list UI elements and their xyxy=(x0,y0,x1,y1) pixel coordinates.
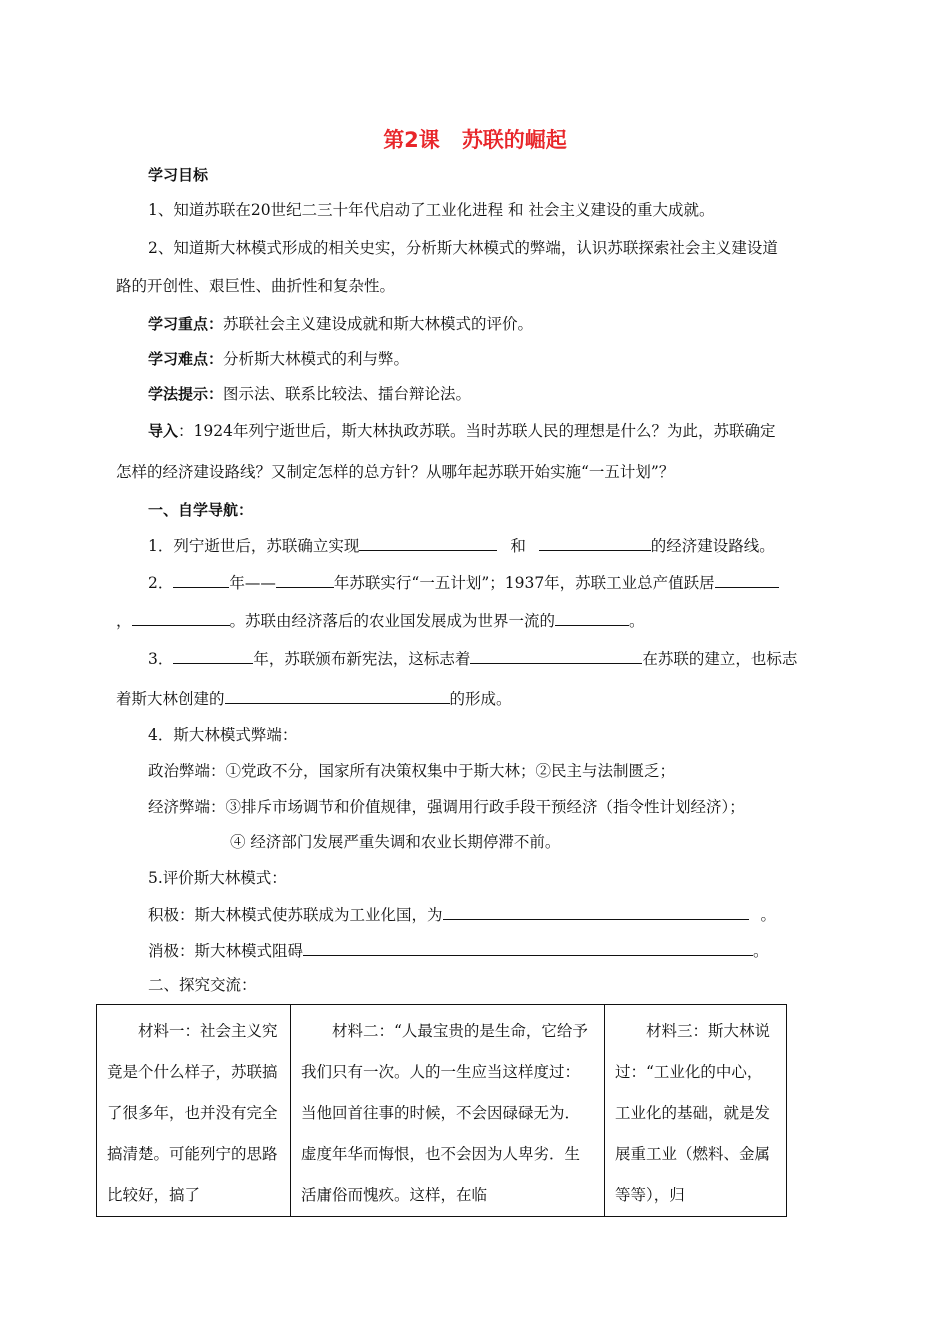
goal-item-2: 2、知道斯大林模式形成的相关史实，分析斯大林模式的弊端，认识苏联探索社会主义建设道 xyxy=(148,239,778,257)
question-3-cont xyxy=(116,687,512,710)
intro-text-cont: 怎样的经济建设路线？又制定怎样的总方针？从哪年起苏联开始实施“一五计划”？ xyxy=(116,463,675,481)
negative-text: 消极：斯大林模式阻碍 xyxy=(148,942,304,960)
q1-blank-2[interactable] xyxy=(539,534,651,551)
positive-end: 。 xyxy=(760,906,777,924)
q2-blank-1[interactable] xyxy=(173,571,229,588)
positive-text: 积极：斯大林模式使苏联成为工业化国，为 xyxy=(148,906,443,924)
q2-text-c: 年苏联实行“一五计划”；1937年，苏联工业总产值跃居 xyxy=(333,574,715,592)
economic-drawbacks: 经济弊端：③排斥市场调节和价值规律，强调用行政手段干预经济（指令性计划经济）； xyxy=(148,798,745,816)
question-3 xyxy=(148,647,797,670)
material-1: 材料一：社会主义究竟是个什么样子，苏联搞了很多年，也并没有完全搞清楚。可能列宁的思路比较好，搞了 xyxy=(97,1005,291,1217)
question-5-heading: 5.评价斯大林模式： xyxy=(148,869,287,887)
evaluation-positive xyxy=(148,903,776,926)
lesson-topic: 苏联的崛起 xyxy=(461,128,567,152)
key-point-label: 学习重点： xyxy=(148,315,224,333)
lesson-title xyxy=(0,124,950,154)
q1-text-a: 1．列宁逝世后，苏联确立实现 xyxy=(148,537,360,555)
section2-heading: 二、探究交流： xyxy=(148,976,257,994)
q3-blank-1[interactable] xyxy=(173,647,253,664)
q3-blank-3[interactable] xyxy=(225,687,450,704)
q3-text-e: 的形成。 xyxy=(449,690,512,708)
section1-heading: 一、自学导航： xyxy=(148,501,254,519)
q3-text-d: 着斯大林创建的 xyxy=(116,690,225,708)
method-text: 图示法、联系比较法、擂台辩论法。 xyxy=(223,385,472,403)
goal-item-1: 1、知道苏联在20世纪二三十年代启动了工业化进程 和 社会主义建设的重大成就。 xyxy=(148,201,715,219)
q2-blank-4[interactable] xyxy=(132,609,230,626)
q2-text-d: ， xyxy=(116,612,132,630)
difficulty-text: 分析斯大林模式的利与弊。 xyxy=(223,350,410,368)
political-drawbacks: 政治弊端：①党政不分，国家所有决策权集中于斯大林；②民主与法制匮乏； xyxy=(148,762,676,780)
material-3: 材料三：斯大林说过：“工业化的中心，工业化的基础，就是发展重工业（燃料、金属等等），归 xyxy=(605,1005,787,1217)
q1-blank-1[interactable] xyxy=(359,534,497,551)
q3-text-b: 年，苏联颁布新宪法，这标志着 xyxy=(253,650,471,668)
goals-heading: 学习目标 xyxy=(148,166,209,184)
difficulty xyxy=(148,348,409,370)
negative-end: 。 xyxy=(753,942,769,960)
material-2: 材料二：“人最宝贵的是生命，它给予我们只有一次。人的一生应当这样度过：当他回首往事的时候，不会因碌碌无为．虚度年华而悔恨，也不会因为人卑劣．生活庸俗而愧疚。这样，在临 xyxy=(291,1005,605,1217)
negative-blank[interactable] xyxy=(303,939,753,956)
q2-blank-2[interactable] xyxy=(276,571,334,588)
q2-blank-3[interactable] xyxy=(715,571,779,588)
q2-text-e: 。苏联由经济落后的农业国发展成为世界一流的 xyxy=(229,612,556,630)
positive-blank[interactable] xyxy=(443,903,749,920)
q2-blank-5[interactable] xyxy=(555,609,629,626)
method-label: 学法提示： xyxy=(148,385,224,403)
materials-table xyxy=(96,1004,787,1217)
question-2-cont xyxy=(116,609,645,632)
difficulty-label: 学习难点： xyxy=(148,350,224,368)
q2-text-f: 。 xyxy=(629,612,645,630)
question-2 xyxy=(148,571,779,594)
goal-item-2-cont: 路的开创性、艰巨性、曲折性和复杂性。 xyxy=(116,277,396,295)
evaluation-negative xyxy=(148,939,769,962)
q3-text-c: 在苏联的建立，也标志 xyxy=(642,650,798,668)
intro-colon: ： xyxy=(178,422,194,440)
q3-text-a: 3． xyxy=(148,650,174,668)
q1-text-b: 和 xyxy=(510,537,526,555)
method xyxy=(148,383,471,405)
intro-label: 导入 xyxy=(148,422,179,440)
q2-text-a: 2． xyxy=(148,574,174,592)
q3-blank-2[interactable] xyxy=(470,647,642,664)
key-point xyxy=(148,313,533,335)
key-point-text: 苏联社会主义建设成就和斯大林模式的评价。 xyxy=(223,315,534,333)
intro xyxy=(148,420,775,442)
intro-text: 1924年列宁逝世后，斯大林执政苏联。当时苏联人民的理想是什么？为此，苏联确定 xyxy=(193,422,776,440)
q1-text-c: 的经济建设路线。 xyxy=(650,537,775,555)
question-1 xyxy=(148,534,775,557)
question-4-heading: 4．斯大林模式弊端： xyxy=(148,726,298,744)
q2-text-b: 年—— xyxy=(229,574,276,592)
lesson-number: 第2课 xyxy=(383,128,440,152)
economic-drawbacks-cont: ④ 经济部门发展严重失调和农业长期停滞不前。 xyxy=(230,833,561,851)
